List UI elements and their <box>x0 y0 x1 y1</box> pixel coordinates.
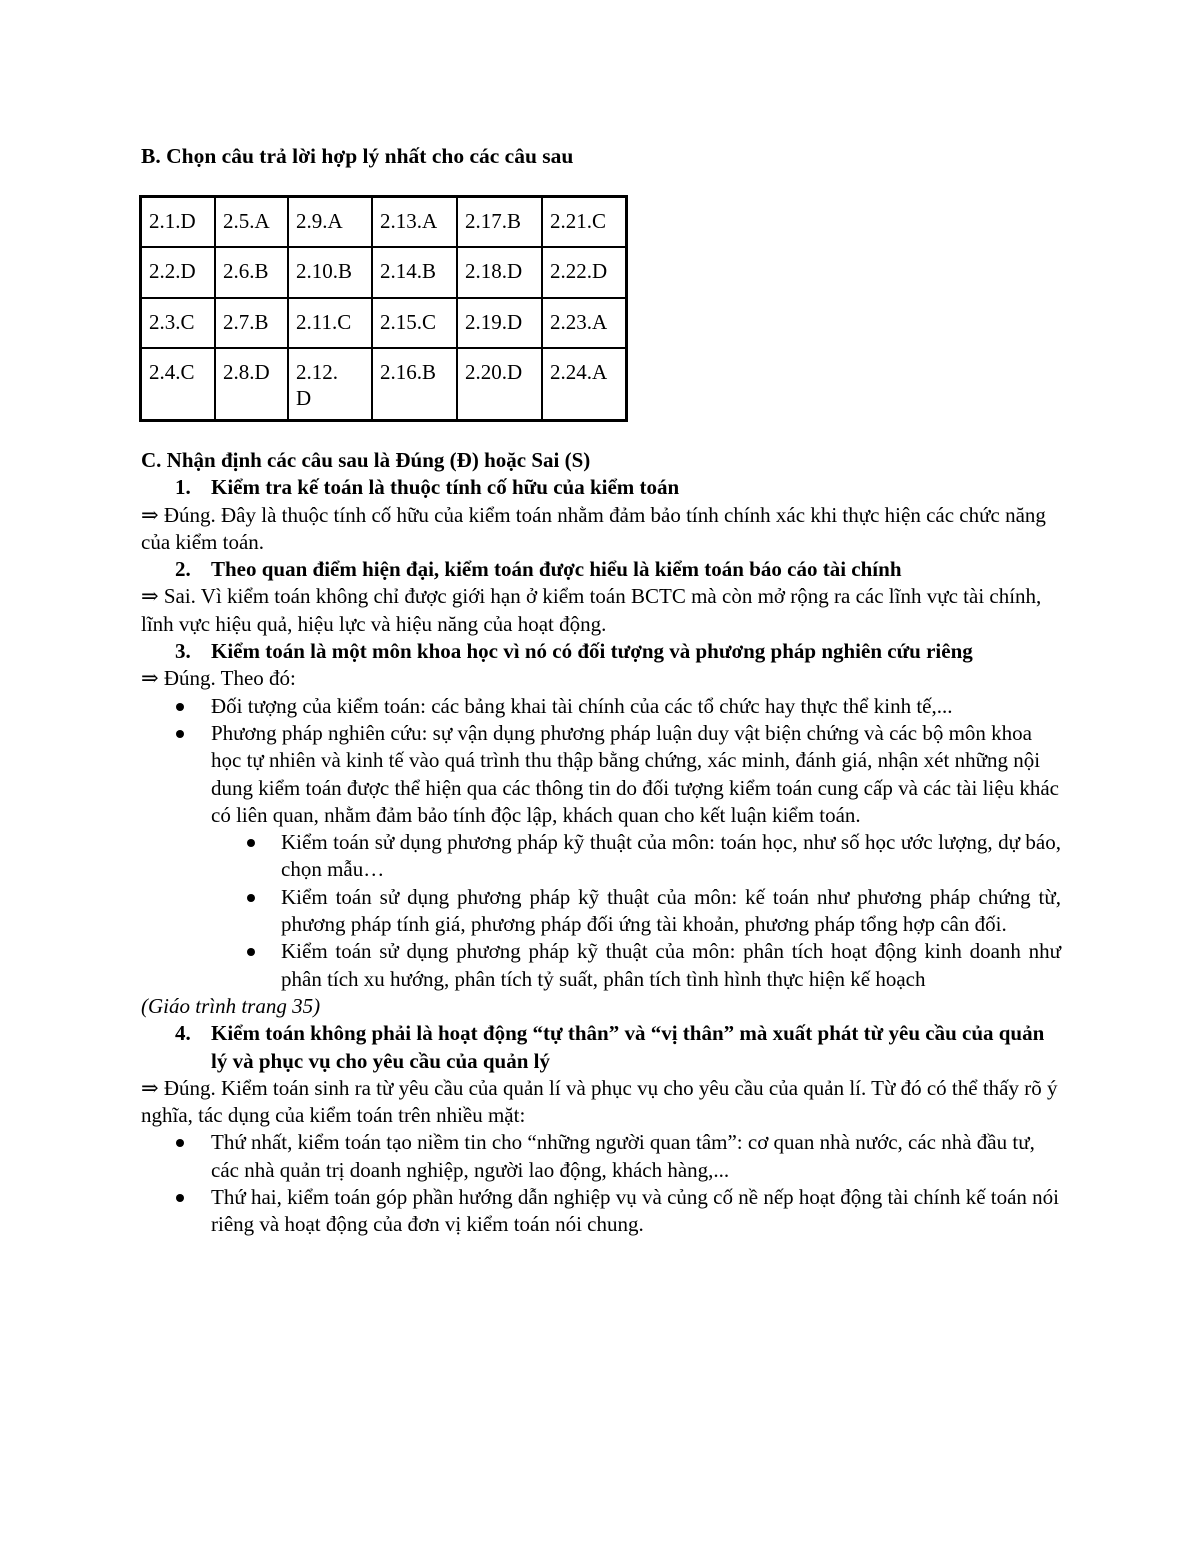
bullet-icon <box>176 1194 184 1202</box>
bullet-icon <box>176 730 184 738</box>
table-cell: 2.1.D <box>141 197 216 248</box>
table-cell: 2.11.C <box>288 298 372 348</box>
section-c-title: C. Nhận định các câu sau là Đúng (Đ) hoặc Sai (S) <box>141 448 591 472</box>
question-number: 1. <box>175 475 191 500</box>
table-row <box>141 298 627 348</box>
table-cell: 2.10.B <box>288 247 372 298</box>
question-number: 3. <box>175 639 191 664</box>
list-item <box>141 1184 1061 1239</box>
question-2 <box>141 556 1061 583</box>
question-number: 2. <box>175 557 191 582</box>
table-row <box>141 348 627 421</box>
table-row <box>141 247 627 298</box>
list-item <box>141 720 1061 829</box>
list-item <box>141 884 1061 939</box>
question-text: Kiểm toán là một môn khoa học vì nó có đối tượng và phương pháp nghiên cứu riêng <box>211 639 973 664</box>
table-cell: 2.17.B <box>457 197 542 248</box>
table-cell: 2.2.D <box>141 247 216 298</box>
table-cell: 2.16.B <box>372 348 457 421</box>
answer-2: ⇒ Sai. Vì kiểm toán không chỉ được giới hạn ở kiểm toán BCTC mà còn mở rộng ra các lĩnh vực tài chính, lĩnh vực hiệu quả, hiệu lực và hiệu năng của hoạt động. <box>141 584 1042 636</box>
table-cell: 2.24.A <box>542 348 627 421</box>
list-item-text: Thứ hai, kiểm toán góp phần hướng dẫn nghiệp vụ và củng cố nề nếp hoạt động tài chính kế toán nói riêng và hoạt động của đơn vị kiểm toán nói chung. <box>211 1185 1060 1237</box>
question-text: Kiểm toán không phải là hoạt động “tự thân” và “vị thân” mà xuất phát từ yêu cầu của quản lý và phục vụ cho yêu cầu của quản lý <box>211 1021 1045 1073</box>
bullet-icon <box>247 839 255 847</box>
list-item-text: Phương pháp nghiên cứu: sự vận dụng phương pháp luận duy vật biện chứng và các bộ môn khoa học tự nhiên và kinh tế vào quá trình thu thập bằng chứng, xác minh, đánh giá, nhận xét những nội dung kiểm toán được thể hiện qua các thông tin do đối tượng kiểm toán cung cấp và các tài liệu khác có liên quan, nhằm đảm bảo tính độc lập, khách quan cho kết luận kiểm toán. <box>211 720 1059 827</box>
table-row <box>141 197 627 248</box>
table-cell: 2.20.D <box>457 348 542 421</box>
bullet-list <box>141 693 1061 829</box>
answer-1: ⇒ Đúng. Đây là thuộc tính cố hữu của kiểm toán nhằm đảm bảo tính chính xác khi thực hiện các chức năng của kiểm toán. <box>141 502 1046 554</box>
bullet-icon <box>176 703 184 711</box>
table-cell: 2.19.D <box>457 298 542 348</box>
question-number: 4. <box>175 1021 191 1046</box>
table-cell: 2.23.A <box>542 298 627 348</box>
list-item <box>141 693 1061 720</box>
table-cell <box>288 348 372 421</box>
table-cell: 2.22.D <box>542 247 627 298</box>
list-item-text: Kiểm toán sử dụng phương pháp kỹ thuật của môn: phân tích hoạt động kinh doanh như phân tích xu hướng, phân tích tỷ suất, phân tích tình hình thực hiện kế hoạch <box>281 939 1061 991</box>
bullet-icon <box>247 894 255 902</box>
table-cell: 2.7.B <box>215 298 288 348</box>
list-item-text: Thứ nhất, kiểm toán tạo niềm tin cho “những người quan tâm”: cơ quan nhà nước, các nhà đầu tư, các nhà quản trị doanh nghiệp, người lao động, khách hàng,... <box>211 1130 1035 1182</box>
bullet-icon <box>247 948 255 956</box>
list-item-text: Kiểm toán sử dụng phương pháp kỹ thuật của môn: kế toán như phương pháp chứng từ, phương pháp tính giá, phương pháp đối ứng tài khoản, phương pháp tổng hợp cân đối. <box>281 884 1061 937</box>
table-cell: 2.8.D <box>215 348 288 421</box>
table-cell: 2.14.B <box>372 247 457 298</box>
table-cell-text: 2.12. D <box>296 360 338 410</box>
list-item <box>141 938 1061 993</box>
list-item <box>141 1129 1061 1184</box>
answer-3: ⇒ Đúng. Theo đó: <box>141 666 296 691</box>
source-citation: (Giáo trình trang 35) <box>141 993 321 1018</box>
table-cell: 2.5.A <box>215 197 288 248</box>
bullet-list <box>141 1129 1061 1238</box>
table-cell: 2.9.A <box>288 197 372 248</box>
table-cell: 2.4.C <box>141 348 216 421</box>
question-4 <box>141 1020 1061 1075</box>
table-cell: 2.21.C <box>542 197 627 248</box>
table-cell: 2.6.B <box>215 247 288 298</box>
question-3 <box>141 638 1061 665</box>
list-item-text: Đối tượng của kiểm toán: các bảng khai tài chính của các tổ chức hay thực thể kinh tế,... <box>211 693 953 718</box>
question-1 <box>141 474 1061 501</box>
bullet-icon <box>176 1139 184 1147</box>
table-cell: 2.15.C <box>372 298 457 348</box>
table-cell: 2.18.D <box>457 247 542 298</box>
question-text: Kiểm tra kế toán là thuộc tính cố hữu của kiểm toán <box>211 475 680 500</box>
answer-key-table <box>139 195 628 422</box>
list-item <box>141 829 1061 884</box>
table-cell: 2.13.A <box>372 197 457 248</box>
sub-bullet-list <box>141 829 1061 993</box>
answer-4: ⇒ Đúng. Kiểm toán sinh ra từ yêu cầu của quản lí và phục vụ cho yêu cầu của quản lí. Từ đó có thể thấy rõ ý nghĩa, tác dụng của kiểm toán trên nhiều mặt: <box>141 1075 1058 1128</box>
question-text: Theo quan điểm hiện đại, kiểm toán được hiểu là kiểm toán báo cáo tài chính <box>211 557 902 582</box>
section-b-title: B. Chọn câu trả lời hợp lý nhất cho các câu sau <box>141 144 574 168</box>
table-cell: 2.3.C <box>141 298 216 348</box>
list-item-text: Kiểm toán sử dụng phương pháp kỹ thuật của môn: toán học, như số học ước lượng, dự báo, chọn mẫu… <box>281 830 1061 882</box>
section-c <box>141 447 1061 1239</box>
